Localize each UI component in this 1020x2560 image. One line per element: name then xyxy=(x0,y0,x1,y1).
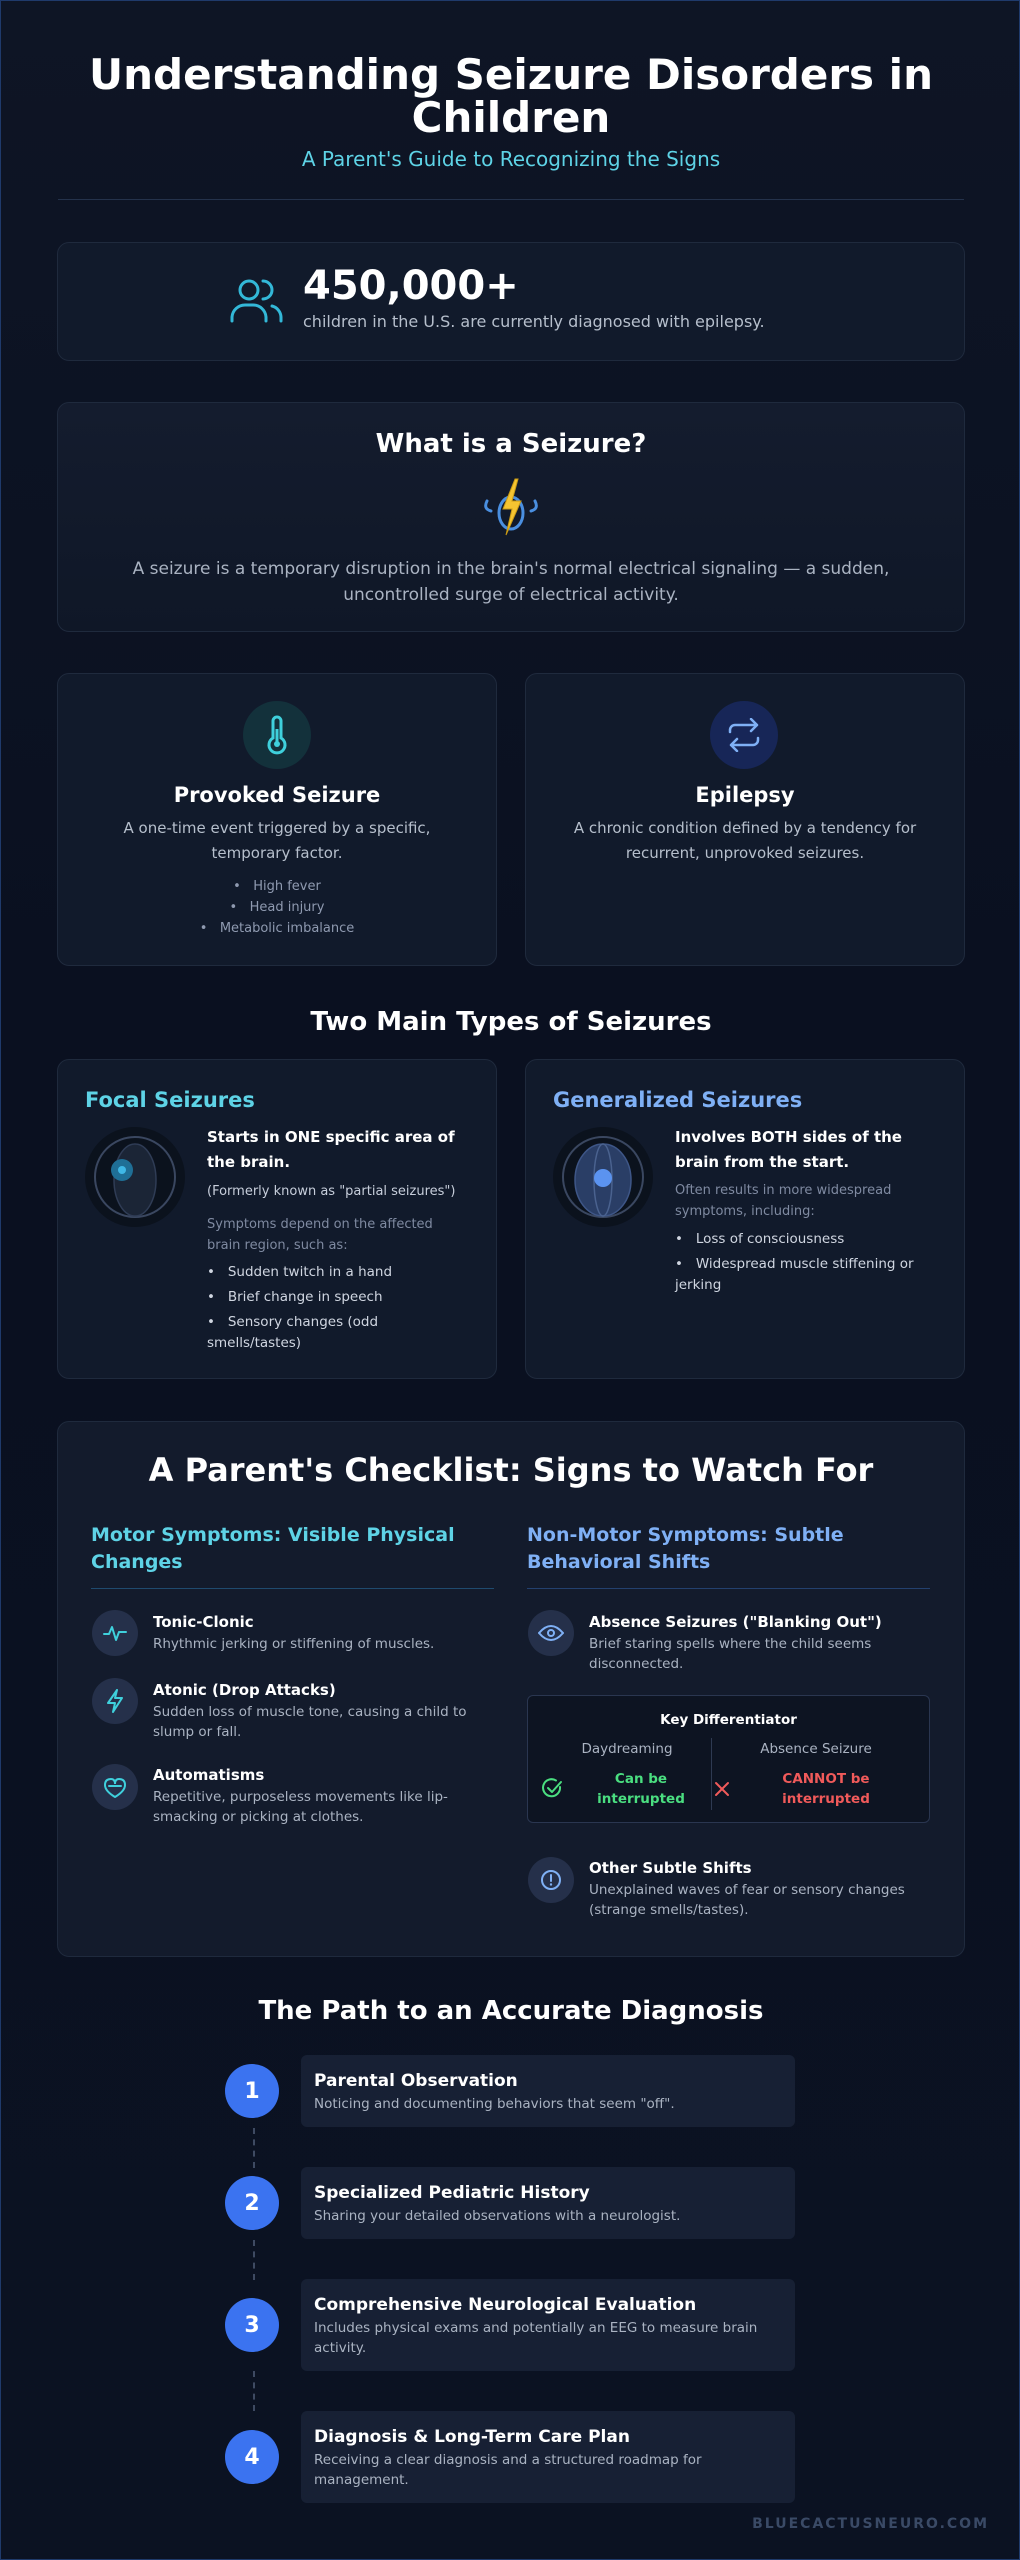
atonic-title: Atonic (Drop Attacks) xyxy=(153,1681,336,1699)
step-description: Receiving a clear diagnosis and a structured roadmap for management. xyxy=(314,2452,702,2488)
daydreaming-label: Daydreaming xyxy=(581,1741,673,1757)
list-item: • Head injury xyxy=(229,900,325,915)
page-title: Understanding Seizure Disorders in Children xyxy=(89,50,933,142)
lightning-icon xyxy=(92,1678,138,1724)
list-item: • Sudden twitch in a hand xyxy=(207,1264,393,1280)
generalized-title: Generalized Seizures xyxy=(553,1088,803,1112)
stat-description: children in the U.S. are currently diagnosed with epilepsy. xyxy=(303,312,765,331)
list-item: smells/tastes) xyxy=(207,1335,302,1351)
focal-symptoms-intro: Symptoms depend on the affected brain region, such as: xyxy=(207,1217,433,1253)
page-subtitle: A Parent's Guide to Recognizing the Signs xyxy=(301,147,721,171)
other-shifts-title: Other Subtle Shifts xyxy=(589,1859,752,1877)
list-item: jerking xyxy=(675,1277,722,1293)
focal-symptoms-list xyxy=(207,1262,477,1358)
list-item: • Metabolic imbalance xyxy=(199,921,355,936)
epilepsy-title: Epilepsy xyxy=(695,783,795,807)
x-mark-icon xyxy=(713,1780,731,1798)
footer-brand: BLUECACTUSNEURO.COM xyxy=(752,2516,989,2532)
motor-symptoms-heading: Motor Symptoms: Visible Physical Changes xyxy=(91,1524,455,1573)
users-icon xyxy=(229,277,285,325)
what-is-description: A seizure is a temporary disruption in the brain's normal electrical signaling — a sudden, uncontrolled surge of electrical activity. xyxy=(132,559,890,605)
step-connector xyxy=(253,2128,255,2168)
step-title: Diagnosis & Long-Term Care Plan xyxy=(314,2427,630,2447)
list-item: • Sensory changes (odd xyxy=(207,1314,379,1330)
step-number-1: 1 xyxy=(225,2064,279,2118)
hands-icon xyxy=(92,1764,138,1810)
list-item: • Loss of consciousness xyxy=(675,1231,845,1247)
step-number-4: 4 xyxy=(225,2430,279,2484)
step-connector xyxy=(253,2371,255,2411)
provoked-triggers-list xyxy=(57,876,497,939)
provoked-title: Provoked Seizure xyxy=(173,783,381,807)
step-card-4 xyxy=(301,2411,795,2503)
step-card-3 xyxy=(301,2279,795,2371)
step-description: Includes physical exams and potentially an EEG to measure brain activity. xyxy=(314,2320,758,2356)
absence-seizure-value: CANNOT be interrupted xyxy=(782,1771,870,1807)
step-description: Noticing and documenting behaviors that seem "off". xyxy=(314,2096,675,2112)
step-title: Comprehensive Neurological Evaluation xyxy=(314,2295,697,2315)
diagnosis-section-title: The Path to an Accurate Diagnosis xyxy=(258,1996,764,2026)
repeat-arrows-icon xyxy=(710,701,778,769)
focal-title: Focal Seizures xyxy=(85,1088,255,1112)
list-item: • Brief change in speech xyxy=(207,1289,383,1305)
step-number-3: 3 xyxy=(225,2298,279,2352)
thermometer-icon xyxy=(243,701,311,769)
step-connector xyxy=(253,2240,255,2280)
differentiator-title: Key Differentiator xyxy=(660,1712,797,1728)
epilepsy-description: A chronic condition defined by a tendency for recurrent, unprovoked seizures. xyxy=(573,819,917,862)
focal-note: (Formerly known as "partial seizures") xyxy=(207,1184,456,1199)
brain-lightning-icon xyxy=(475,477,547,539)
header-divider xyxy=(58,199,964,200)
tonic-clonic-description: Rhythmic jerking or stiffening of muscles. xyxy=(153,1636,435,1652)
absence-seizures-title: Absence Seizures ("Blanking Out") xyxy=(589,1613,882,1631)
automatisms-title: Automatisms xyxy=(153,1766,265,1784)
stat-number: 450,000+ xyxy=(303,263,519,309)
generalized-symptoms-list xyxy=(675,1229,945,1300)
what-is-title: What is a Seizure? xyxy=(375,429,647,459)
step-title: Parental Observation xyxy=(314,2071,518,2091)
checklist-title: A Parent's Checklist: Signs to Watch For xyxy=(148,1451,874,1489)
absence-seizure-label: Absence Seizure xyxy=(760,1741,872,1757)
nonmotor-heading-underline xyxy=(527,1588,930,1589)
step-card-1 xyxy=(301,2055,795,2127)
daydreaming-value: Can be interrupted xyxy=(597,1771,685,1807)
eye-icon xyxy=(528,1610,574,1656)
atonic-description: Sudden loss of muscle tone, causing a child to slump or fall. xyxy=(153,1704,467,1740)
absence-seizures-description: Brief staring spells where the child seems disconnected. xyxy=(589,1636,872,1672)
generalized-symptoms-intro: Often results in more widespread symptoms, including: xyxy=(675,1183,892,1219)
alert-circle-icon xyxy=(528,1857,574,1903)
focal-summary: Starts in ONE specific area of the brain. xyxy=(207,1128,455,1171)
motor-heading-underline xyxy=(91,1588,494,1589)
other-shifts-description: Unexplained waves of fear or sensory changes (strange smells/tastes). xyxy=(589,1882,905,1918)
nonmotor-symptoms-heading: Non-Motor Symptoms: Subtle Behavioral Shifts xyxy=(527,1524,844,1573)
generalized-brain-icon xyxy=(552,1126,654,1228)
list-item: • High fever xyxy=(233,879,321,894)
list-item: • Widespread muscle stiffening or xyxy=(675,1256,914,1272)
step-card-2 xyxy=(301,2167,795,2239)
check-circle-icon xyxy=(541,1778,563,1800)
provoked-description: A one-time event triggered by a specific, temporary factor. xyxy=(123,819,431,862)
automatisms-description: Repetitive, purposeless movements like lip- smacking or picking at clothes. xyxy=(153,1789,448,1825)
pulse-icon xyxy=(92,1610,138,1656)
step-description: Sharing your detailed observations with a neurologist. xyxy=(314,2208,681,2224)
focal-brain-icon xyxy=(84,1126,186,1228)
types-section-title: Two Main Types of Seizures xyxy=(310,1007,712,1037)
generalized-summary: Involves BOTH sides of the brain from the start. xyxy=(675,1128,902,1171)
step-title: Specialized Pediatric History xyxy=(314,2183,590,2203)
step-number-2: 2 xyxy=(225,2176,279,2230)
tonic-clonic-title: Tonic-Clonic xyxy=(153,1613,254,1631)
